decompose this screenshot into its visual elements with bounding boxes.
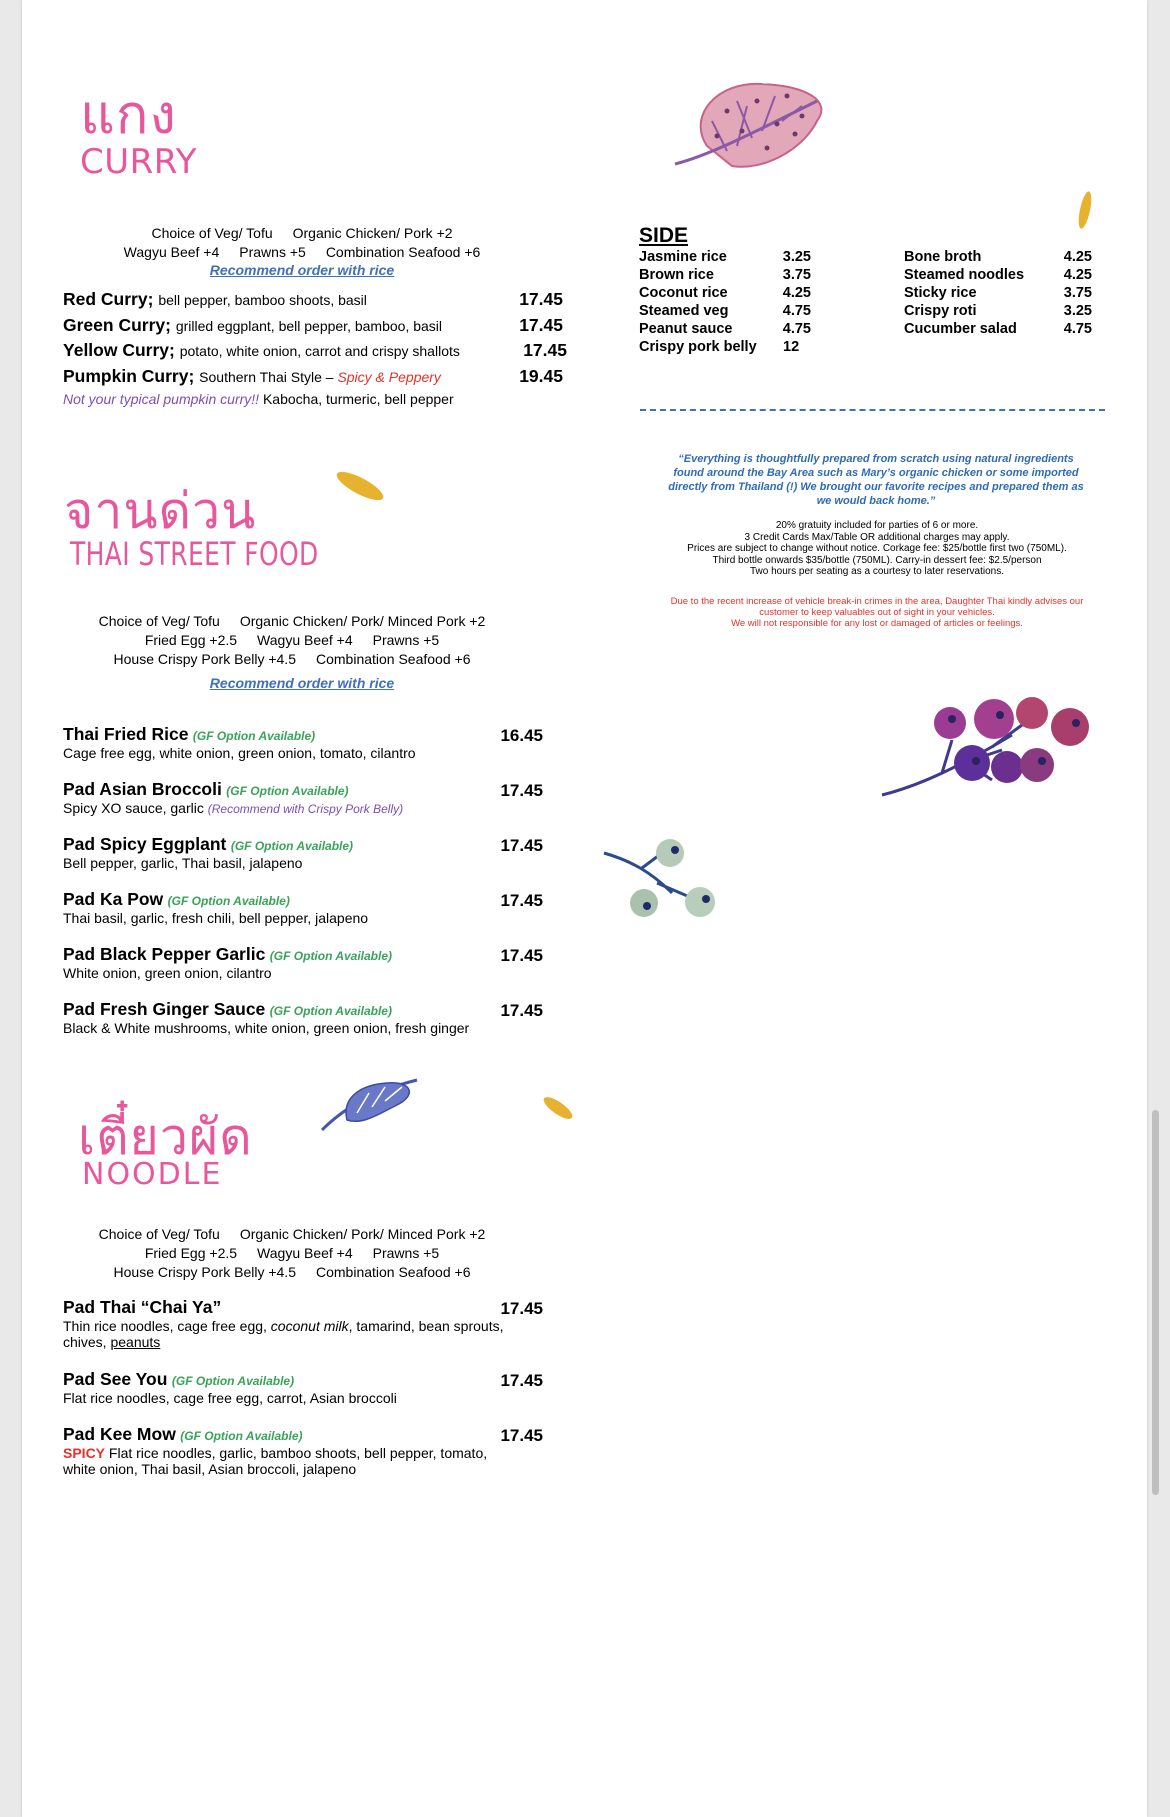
side-item: Jasmine rice 3.25: [639, 249, 811, 265]
side-list-right: [904, 248, 1092, 338]
curry-item-green: Green Curry; grilled eggplant, bell pepper, bamboo, basil 17.45: [63, 315, 563, 335]
side-item: Steamed noodles 4.25: [904, 267, 1092, 283]
purple-berries-illustration: [872, 695, 1102, 800]
street-item: Pad Ka Pow (GF Option Available) Thai basil, garlic, fresh chili, bell pepper, jalapeno 17.45: [63, 889, 543, 926]
curry-options: Choice of Veg/ Tofu Organic Chicken/ Pork +2 Wagyu Beef +4 Prawns +5 Combination Seafood +6: [123, 225, 481, 260]
noodle-thai-title: เตี๋ยวผัด: [78, 1108, 253, 1166]
noodle-item: Pad Kee Mow (GF Option Available) SPICY Flat rice noodles, garlic, bamboo shoots, bell pepper, tomato, white onion, Thai basil, Asian broccoli, jalapeno 17.45: [63, 1424, 543, 1477]
street-title: THAI STREET FOOD: [70, 535, 319, 573]
section-divider: [640, 409, 1105, 411]
policy-notes: 20% gratuity included for parties of 6 or more. 3 Credit Cards Max/Table OR additional charges may apply. Prices are subject to change without notice. Corkage fee: $25/bottle first two (750ML). Third bottle onwards $35/bottle (750ML). Carry-in dessert fee: $2.5/person Two hours per seating as a courtesy to later reservations.: [687, 520, 1067, 577]
street-thai-title: จานด่วน: [64, 482, 257, 540]
noodle-item: Pad Thai “Chai Ya” Thin rice noodles, cage free egg, coconut milk, tamarind, bean sprouts, chives, peanuts 17.45: [63, 1297, 543, 1350]
curry-item-pumpkin: Pumpkin Curry; Southern Thai Style – Spicy & Peppery 19.45: [63, 366, 563, 386]
side-item: Brown rice 3.75: [639, 267, 811, 283]
curry-item-yellow: Yellow Curry; potato, white onion, carrot and crispy shallots 17.45: [63, 340, 567, 360]
side-item: Cucumber salad 4.75: [904, 321, 1092, 337]
noodle-title: NOODLE: [82, 1157, 223, 1192]
yellow-petal: [1075, 188, 1095, 232]
grey-berries-illustration: [602, 833, 727, 928]
street-item: Pad Asian Broccoli (GF Option Available) Spicy XO sauce, garlic (Recommend with Crispy Pork Belly) 17.45: [63, 779, 543, 816]
side-title: SIDE: [639, 224, 689, 247]
pumpkin-note: Not your typical pumpkin curry!! Kabocha, turmeric, bell pepper: [63, 391, 454, 407]
street-recommend-link[interactable]: Recommend order with rice: [209, 675, 395, 691]
side-item: Peanut sauce 4.75: [639, 321, 811, 337]
street-item: Pad Spicy Eggplant (GF Option Available) Bell pepper, garlic, Thai basil, jalapeno 17.45: [63, 834, 543, 871]
side-item: Crispy pork belly 12: [639, 339, 800, 355]
side-item: Coconut rice 4.25: [639, 285, 811, 301]
curry-thai-title: แกง: [80, 83, 177, 146]
philosophy-quote: “Everything is thoughtfully prepared from scratch using natural ingredients found around the Bay Area such as Mary’s organic chicken or some imported directly from Thailand (!) We brought our favorite recipes and prepared them as we would back home.”: [668, 453, 1084, 507]
side-item: Bone broth 4.25: [904, 249, 1092, 265]
curry-title: CURRY: [80, 142, 197, 182]
side-item: Steamed veg 4.75: [639, 303, 811, 319]
pink-leaf-illustration: [667, 76, 837, 181]
street-item: Thai Fried Rice (GF Option Available) Cage free egg, white onion, green onion, tomato, cilantro 16.45: [63, 724, 543, 761]
blue-leaf-illustration: [317, 1075, 427, 1135]
scrollbar[interactable]: [1152, 1110, 1159, 1495]
vehicle-warning: Due to the recent increase of vehicle break-in crimes in the area, Daughter Thai kindly advises our customer to keep valuables out of sight in your vehicles. We will not responsible for any lost or damaged of articles or feelings.: [670, 596, 1084, 629]
side-item: Crispy roti 3.25: [904, 303, 1092, 319]
street-item: Pad Black Pepper Garlic (GF Option Available) White onion, green onion, cilantro 17.45: [63, 944, 543, 981]
yellow-petal: [330, 468, 390, 504]
curry-item-red: Red Curry; bell pepper, bamboo shoots, basil 17.45: [63, 289, 563, 309]
noodle-item: Pad See You (GF Option Available) Flat rice noodles, cage free egg, carrot, Asian broccoli 17.45: [63, 1369, 543, 1406]
side-list-left: [639, 248, 811, 356]
curry-recommend-link[interactable]: Recommend order with rice: [209, 262, 395, 278]
menu-page: [22, 0, 1147, 1817]
side-item: Sticky rice 3.75: [904, 285, 1092, 301]
street-item: Pad Fresh Ginger Sauce (GF Option Available) Black & White mushrooms, white onion, green onion, fresh ginger 17.45: [63, 999, 543, 1036]
yellow-petal: [540, 1090, 576, 1126]
street-options: Choice of Veg/ Tofu Organic Chicken/ Pork/ Minced Pork +2 Fried Egg +2.5 Wagyu Beef +4 Prawns +5 House Crispy Pork Belly +4.5 Combination Seafood +6: [98, 613, 486, 667]
noodle-options: Choice of Veg/ Tofu Organic Chicken/ Pork/ Minced Pork +2 Fried Egg +2.5 Wagyu Beef +4 Prawns +5 House Crispy Pork Belly +4.5 Combination Seafood +6: [98, 1226, 486, 1280]
